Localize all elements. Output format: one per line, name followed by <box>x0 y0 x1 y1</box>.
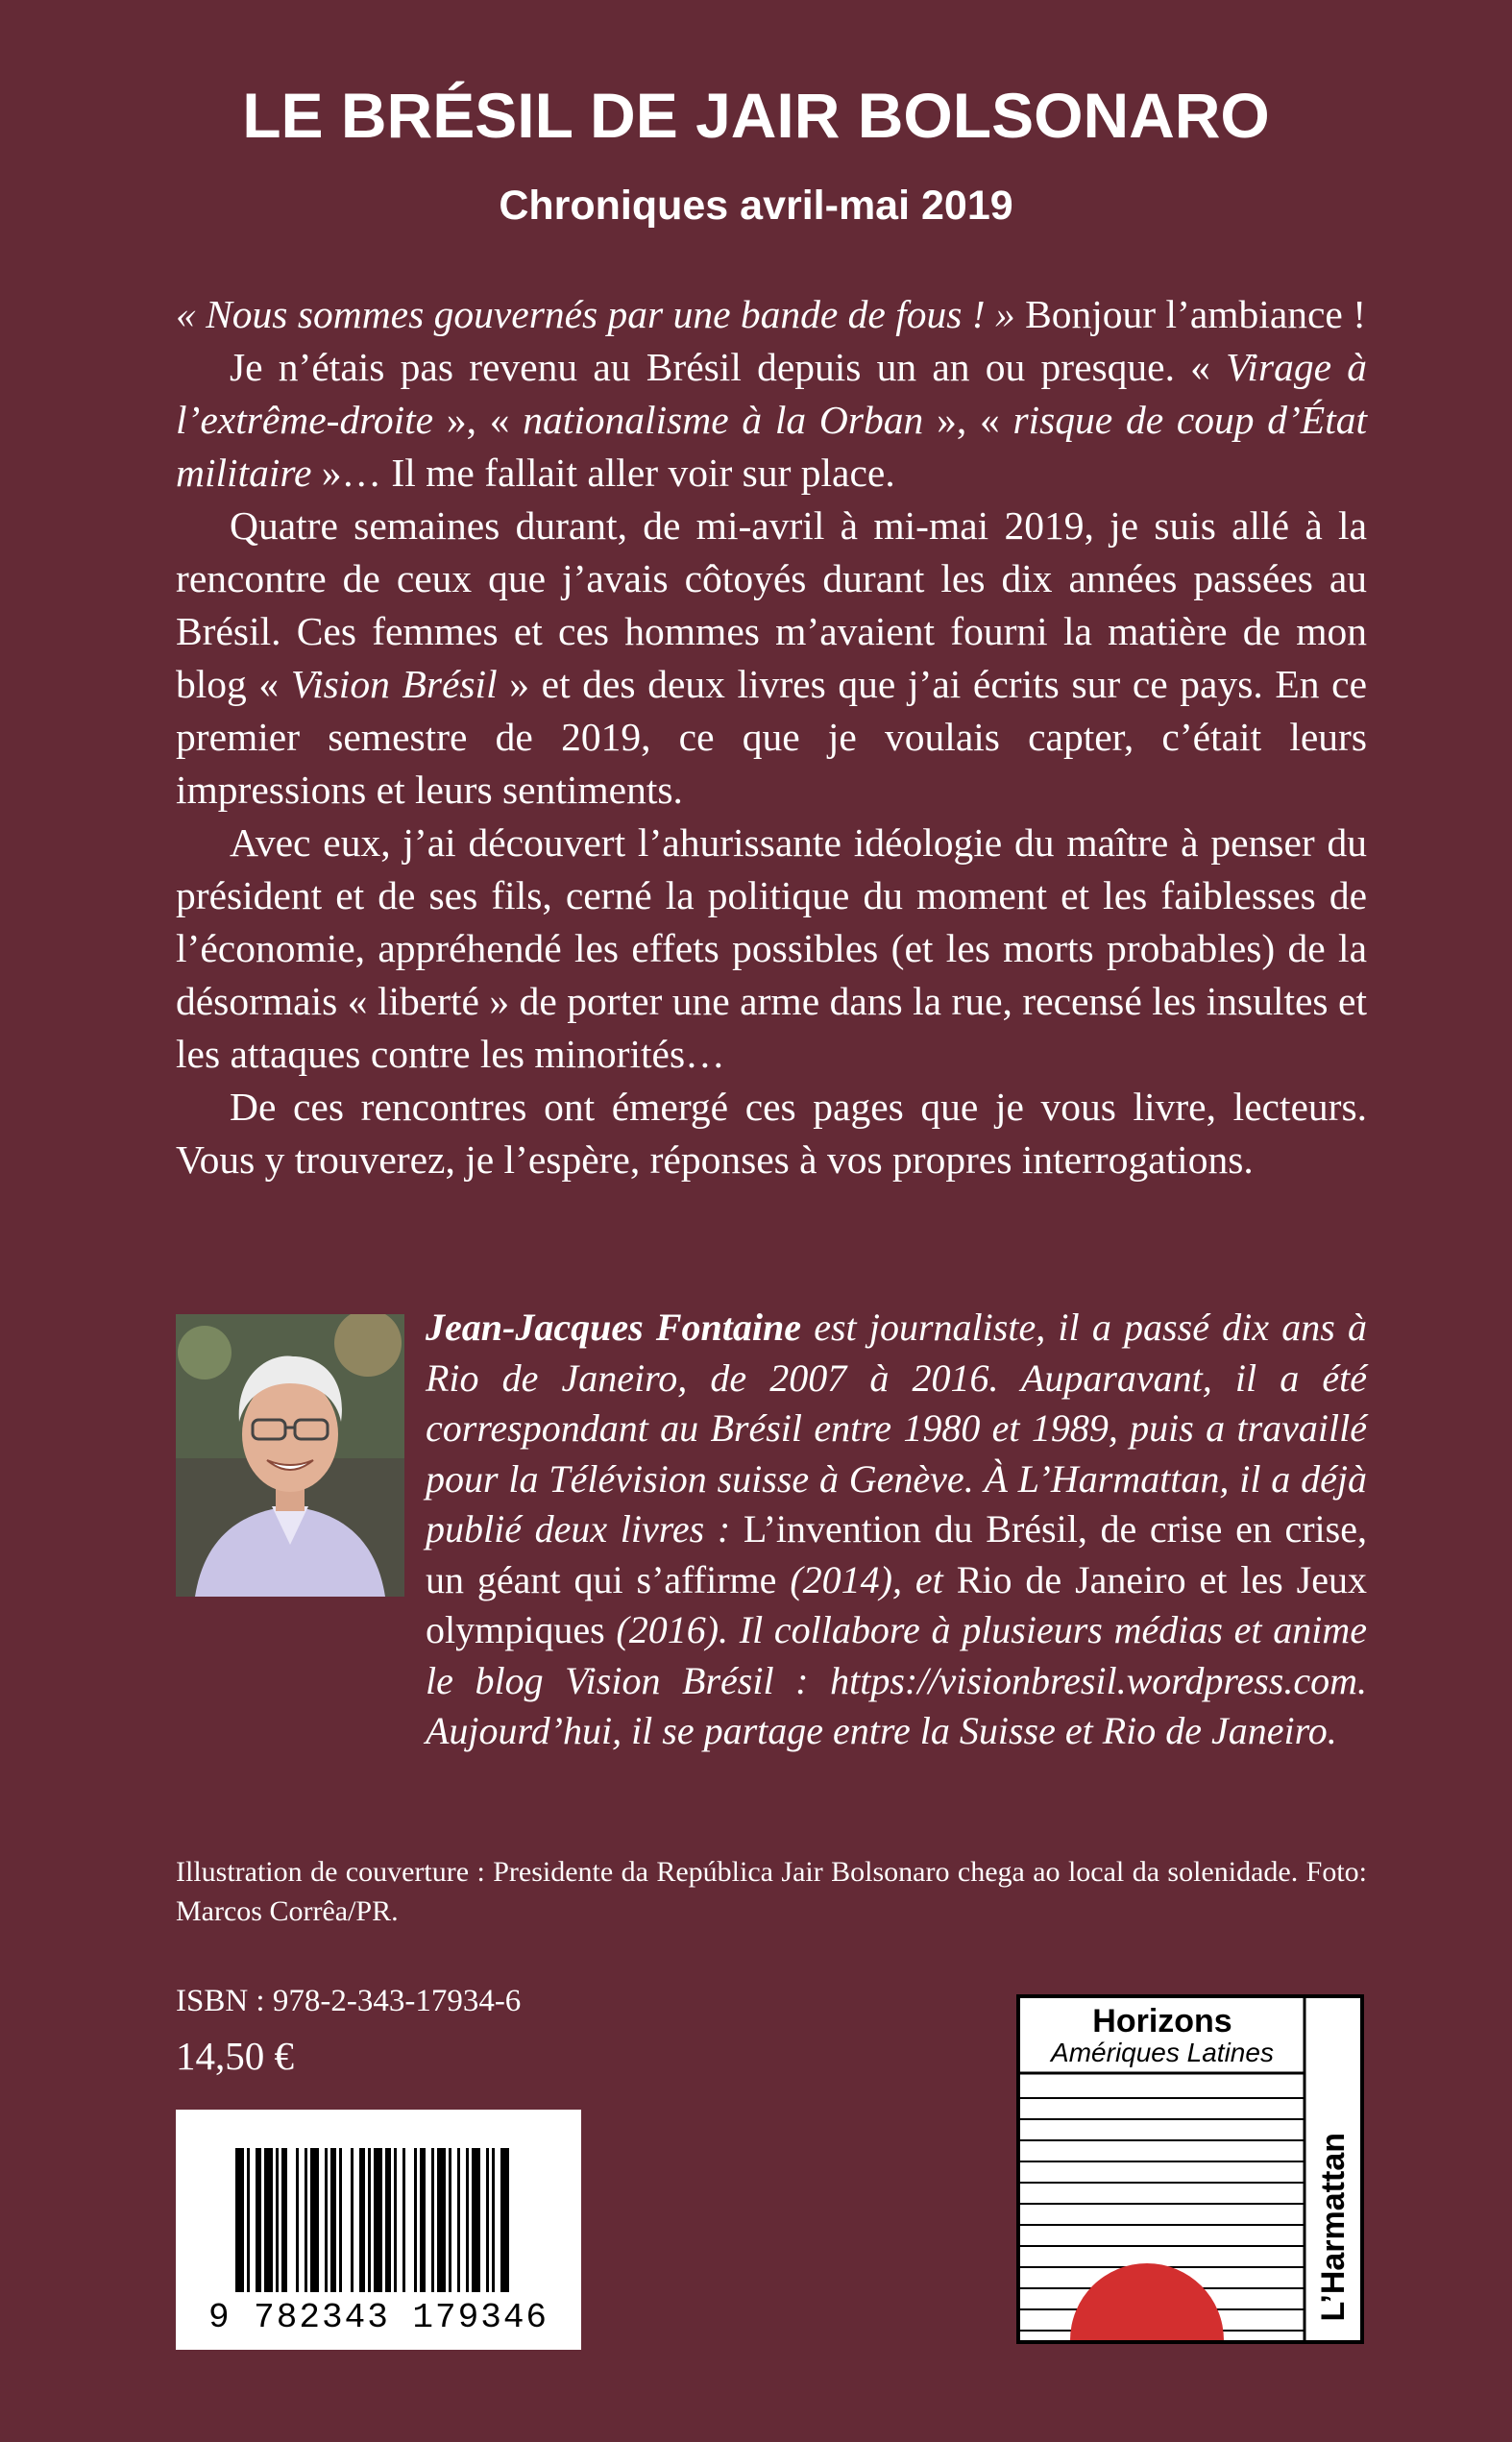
barcode-bar <box>414 2148 417 2292</box>
barcode-bar <box>492 2148 495 2292</box>
barcode-bar <box>500 2148 509 2292</box>
series-logo-subtitle: Amériques Latines <box>1051 2038 1274 2067</box>
author-portrait-illustration <box>176 1314 404 1597</box>
book-title-1: L’invention du Brésil, de crise en crise, un géant qui s’affirme <box>426 1507 1367 1601</box>
barcode-bar <box>368 2148 371 2292</box>
series-logo <box>1016 1994 1364 2344</box>
blurb-text: »… Il me fallait aller voir sur place. <box>311 451 895 495</box>
blog-name: Vision Brésil <box>290 662 498 706</box>
barcode-bar <box>296 2148 299 2292</box>
back-cover-blurb <box>176 288 1367 1186</box>
author-photo <box>176 1314 404 1597</box>
blurb-paragraph-1 <box>176 288 1367 341</box>
book-title-2: Rio de Janeiro et les Jeux olympiques <box>426 1557 1368 1651</box>
barcode-bars <box>176 2110 581 2302</box>
isbn: ISBN : 978-2-343-17934-6 <box>176 1984 522 2018</box>
book-subtitle: Chroniques avril-mai 2019 <box>499 183 1013 229</box>
barcode-bar <box>402 2148 405 2292</box>
barcode-bar <box>235 2148 244 2292</box>
author-bio-text: (2016). Il collabore à plusieurs médias et anime le blog Vision Brésil : https://visionbresil.wordpress.com. Aujourd’hui, il se partage entre la Suisse et Rio de Janeiro. <box>426 1608 1367 1752</box>
barcode-bar <box>385 2148 391 2292</box>
barcode-bar <box>325 2148 328 2292</box>
barcode-bar <box>472 2148 480 2292</box>
barcode-bar <box>305 2148 307 2292</box>
price: 14,50 € <box>176 2034 294 2078</box>
blurb-quote: « Nous sommes gouvernés par une bande de fous ! » <box>176 292 1015 336</box>
barcode-bar <box>276 2148 279 2292</box>
publisher-name: L’Harmattan <box>1315 2132 1352 2321</box>
barcode-bar <box>420 2148 426 2292</box>
barcode-bar <box>281 2148 287 2292</box>
barcode-bar <box>247 2148 250 2292</box>
author-bio-text: (2014), et <box>776 1557 957 1601</box>
barcode-bar <box>256 2148 261 2292</box>
barcode-bar <box>457 2148 460 2292</box>
barcode-bar <box>466 2148 469 2292</box>
barcode-bar <box>486 2148 489 2292</box>
barcode-bar <box>449 2148 451 2292</box>
cover-illustration-credit: Illustration de couverture : Presidente da República Jair Bolsonaro chega ao local da solenidade. Foto: Marcos Corrêa/PR. <box>176 1856 1367 1927</box>
author-name: Jean-Jacques Fontaine <box>426 1306 802 1349</box>
barcode-bar <box>339 2148 342 2292</box>
barcode-digits: 9 782343 179346 <box>207 2298 549 2337</box>
blurb-text: Quatre semaines durant, de mi-avril à mi-mai 2019, je suis allé à la rencontre de ceux que j’avais côtoyés durant les dix années passées au Brésil. Ces femmes et ces hommes m’avaient fourni la matière de mon blog « <box>176 503 1367 706</box>
barcode-bar <box>431 2148 434 2292</box>
barcode-bar <box>374 2148 382 2292</box>
barcode-bar <box>437 2148 446 2292</box>
series-logo-graphic <box>1020 1998 1360 2340</box>
sun-icon <box>1070 2263 1224 2340</box>
blurb-paragraph-4: Avec eux, j’ai découvert l’ahurissante idéologie du maître à penser du président et de ses fils, cerné la politique du moment et les faiblesses de l’économie, appréhendé les effets possibles (et les morts probables) de la désormais « liberté » de porter une arme dans la rue, recensé les insultes et les attaques contre les minorités… <box>176 820 1367 1076</box>
blurb-text: », « <box>923 398 1013 442</box>
blurb-quote: risque de coup d’État militaire <box>176 398 1368 495</box>
barcode-bar <box>394 2148 397 2292</box>
blurb-paragraph-3 <box>176 500 1367 817</box>
blurb-text: » et des deux livres que j’ai écrits sur ce pays. En ce premier semestre de 2019, ce que je voulais capter, c’était leurs impressions et leurs sentiments. <box>176 662 1367 812</box>
blurb-paragraph-5: De ces rencontres ont émergé ces pages que je vous livre, lecteurs. Vous y trouverez, je l’espère, réponses à vos propres interrogations. <box>176 1085 1367 1182</box>
blurb-quote: Virage à l’extrême-droite <box>176 345 1368 442</box>
blurb-paragraph-2 <box>176 341 1367 500</box>
blurb-quote: nationalisme à la Orban <box>523 398 924 442</box>
barcode-bar <box>359 2148 365 2292</box>
barcode-bar <box>330 2148 336 2292</box>
author-bio <box>426 1303 1367 1757</box>
barcode-bar <box>264 2148 273 2292</box>
author-bio-text: est journaliste, il a passé dix ans à Rio de Janeiro, de 2007 à 2016. Auparavant, il a été correspondant au Brésil entre 1980 et 1989, puis a travaillé pour la Télévision suisse à Genève. À L’Harmattan, il a déjà publié deux livres : <box>426 1306 1368 1551</box>
barcode-bar <box>310 2148 319 2292</box>
barcode-bar <box>351 2148 354 2292</box>
blurb-text: Bonjour l’ambiance ! <box>1014 292 1367 336</box>
barcode <box>176 2110 581 2350</box>
blurb-text: », « <box>433 398 524 442</box>
series-logo-title: Horizons <box>1092 2003 1232 2039</box>
blurb-text: Je n’étais pas revenu au Brésil depuis un an ou presque. « <box>230 345 1227 389</box>
book-title: LE BRÉSIL DE JAIR BOLSONARO <box>242 80 1270 151</box>
